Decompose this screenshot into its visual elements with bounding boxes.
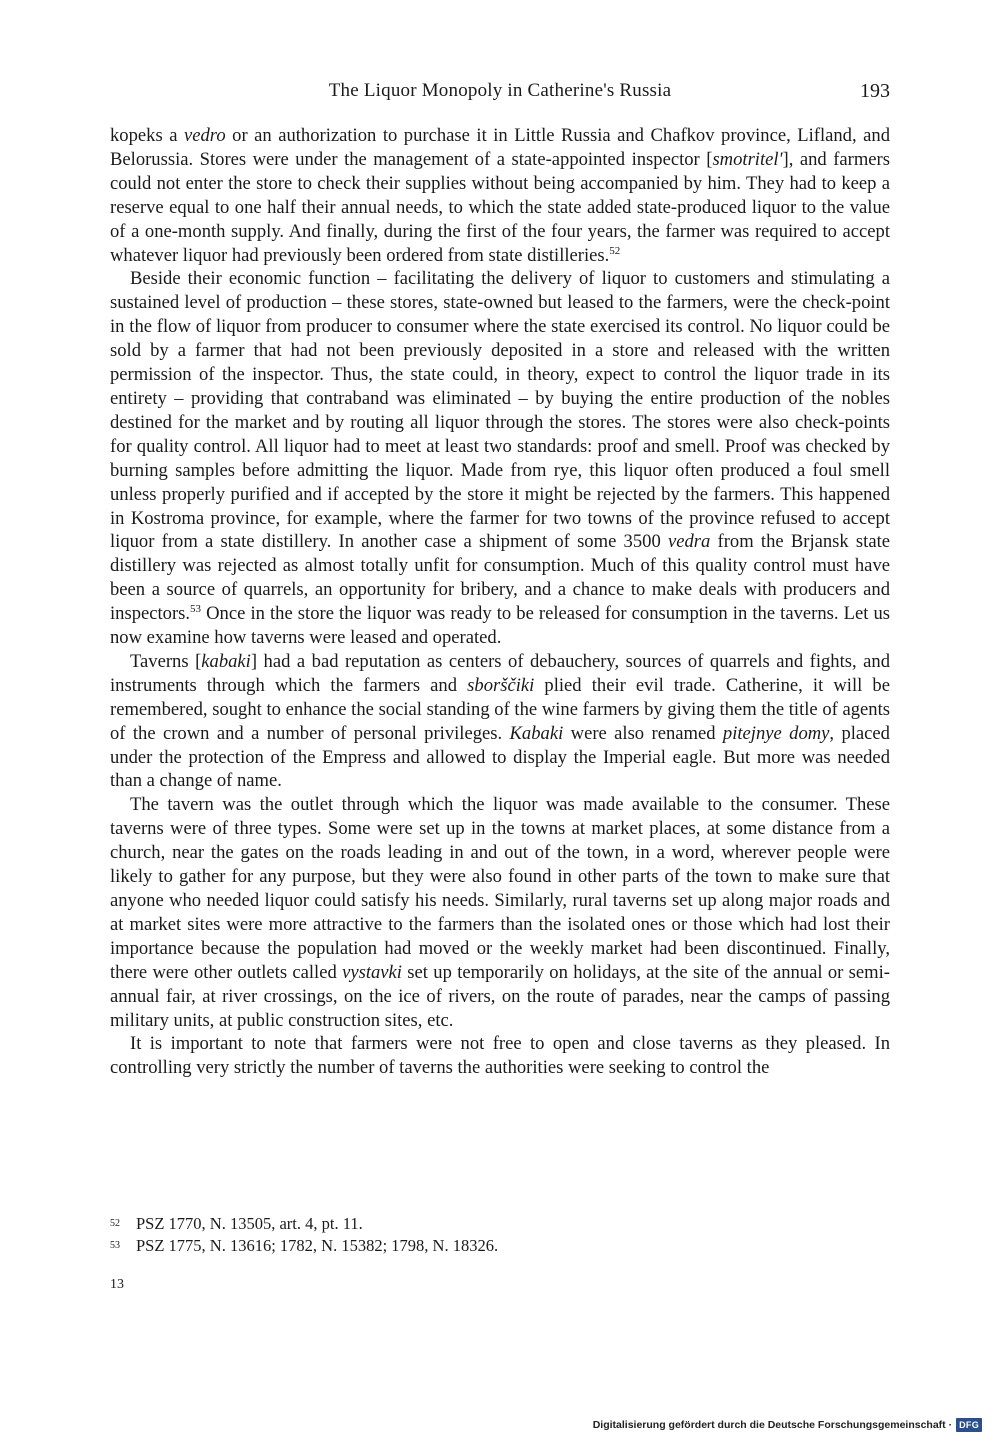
italic-term: sborščiki bbox=[467, 674, 535, 696]
footnote-text: PSZ 1770, N. 13505, art. 4, pt. 11. bbox=[136, 1214, 363, 1233]
text-run: ] had a bad reputation as centers of debauchery, sources of quarrels and fights, and instruments through which the farmers and bbox=[110, 650, 890, 696]
text-run: The tavern was the outlet through which the liquor was made available to the consumer. These taverns were of three types. Some were set up in the towns at market places, at some distance from a church, near the gates on the roads leading in and out of the town, in a word, wherever people were likely to gather for any purpose, but they were also found in other parts of the town to make sure that anyone who needed liquor could satisfy his needs. Similarly, rural taverns set up along major roads and at market sites were more attractive to the farmers than the isolated ones or those which had lost their importance because the population had moved or the weekly market had been discontinued. Finally, there were other outlets called bbox=[110, 794, 890, 983]
running-title: The Liquor Monopoly in Catherine's Russia bbox=[328, 80, 672, 101]
footnote-reference: 53 bbox=[190, 602, 202, 615]
dfg-logo: DFG bbox=[956, 1418, 982, 1432]
page-number: 193 bbox=[860, 80, 890, 102]
body-text bbox=[110, 124, 890, 1080]
footnote-text: PSZ 1775, N. 13616; 1782, N. 15382; 1798, N. 18326. bbox=[136, 1236, 499, 1255]
italic-term: kabaki bbox=[201, 650, 251, 672]
text-run: Taverns [ bbox=[130, 650, 202, 672]
italic-term: pitejnye domy bbox=[722, 722, 830, 744]
text-run: were also renamed bbox=[563, 722, 723, 744]
footnotes bbox=[110, 1213, 890, 1257]
italic-term: smotritel' bbox=[712, 148, 783, 170]
footnote-mark: 52 bbox=[110, 1218, 120, 1229]
footnote bbox=[110, 1213, 890, 1235]
paragraph bbox=[110, 650, 890, 793]
text-run: set up temporarily on holidays, at the site of the annual or semi-annual fair, at river crossings, on the ice of rivers, on the route of parades, near the camps of passing military units, at public construction sites, etc. bbox=[110, 961, 890, 1031]
text-run: from the Brjansk state distillery was rejected as almost totally unfit for consumption. Much of this quality control must have been a source of quarrels, an opportunity for bribery, and a chance to make deals with producers and inspectors. bbox=[110, 531, 890, 625]
paragraph bbox=[110, 124, 890, 267]
digitization-credit bbox=[593, 1416, 982, 1434]
footnote-mark: 53 bbox=[110, 1240, 120, 1251]
text-run: ], and farmers could not enter the store to check their supplies without being accompanied by him. They had to keep a reserve equal to one half their annual needs, to which the state added state-produced liquor to the value of a one-month supply. And finally, during the first of the four years, the farmer was required to accept whatever liquor had previously been ordered from state distilleries. bbox=[110, 148, 890, 266]
paragraph bbox=[110, 267, 890, 650]
signature-mark: 13 bbox=[110, 1277, 124, 1292]
text-run: , placed under the protection of the Empress and allowed to display the Imperial eagle. But more was needed than a change of name. bbox=[110, 722, 890, 792]
text-run: kopeks a bbox=[110, 125, 184, 146]
text-run: It is important to note that farmers were not free to open and close taverns as they pleased. In controlling very strictly the number of taverns the authorities were seeking to control the bbox=[110, 1033, 890, 1079]
page-header bbox=[110, 80, 890, 110]
text-run: or an authorization to purchase it in Little Russia and Chafkov province, Lifland, and Belorussia. Stores were under the management of a state-appointed inspector [ bbox=[110, 125, 890, 170]
text-run: Beside their economic function – facilitating the delivery of liquor to customers and stimulating a sustained level of production – these stores, state-owned but leased to the farmers, were the check-point in the flow of liquor from producer to consumer where the state exercised its control. No liquor could be sold by a farmer that had not been previously deposited in a store and released with the written permission of the inspector. Thus, the state could, in theory, expect to control the liquor trade in its entirety – providing that contraband was eliminated – by buying the entire production of the nobles destined for the market and by routing all liquor through the stores. The stores were also check-points for quality control. All liquor had to meet at least two standards: proof and smell. Proof was checked by burning samples before admitting the liquor. Made from rye, this liquor often produced a foul smell unless properly purified and if accepted by the store it might be rejected by the farmers. This happened in Kostroma province, for example, where the farmer for two towns of the province refused to accept liquor from a state distillery. In another case a shipment of some 3500 bbox=[110, 268, 890, 553]
footnote-reference: 52 bbox=[609, 244, 621, 257]
paragraph bbox=[110, 1032, 890, 1080]
footnote bbox=[110, 1235, 890, 1257]
text-run: plied their evil trade. Catherine, it will be remembered, sought to enhance the social standing of the wine farmers by giving them the title of agents of the crown and a number of personal privileges. bbox=[110, 674, 890, 744]
paragraph bbox=[110, 793, 890, 1032]
italic-term: vedra bbox=[667, 531, 711, 553]
italic-term: vystavki bbox=[342, 961, 402, 983]
digitization-credit-text: Digitalisierung gefördert durch die Deutsche Forschungsgemeinschaft · bbox=[592, 1419, 953, 1431]
italic-term: vedro bbox=[183, 125, 226, 146]
text-run: Once in the store the liquor was ready to be released for consumption in the taverns. Let us now examine how taverns were leased and operated. bbox=[110, 603, 890, 649]
italic-term: Kabaki bbox=[509, 722, 564, 744]
